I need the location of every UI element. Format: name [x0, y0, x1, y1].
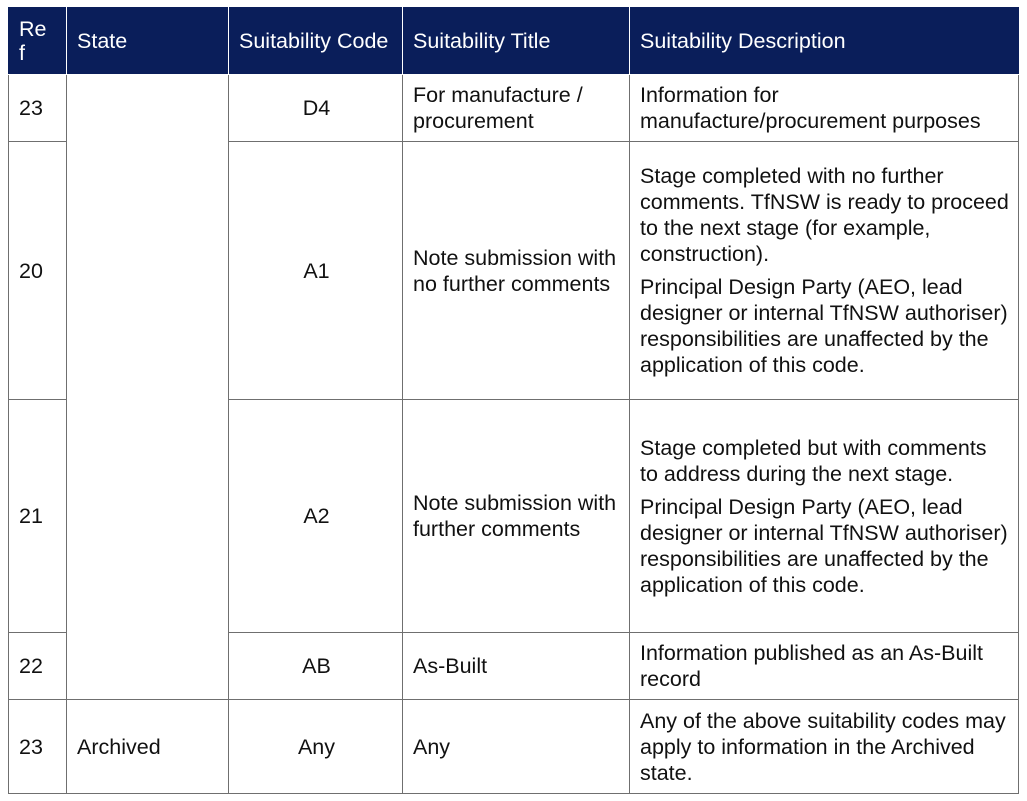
cell-ref: 23 — [9, 700, 67, 794]
description-paragraph: Stage completed with no further comments. TfNSW is ready to proceed to the next stage (for example, construction). — [640, 164, 1009, 266]
cell-title: Note submission with further comments — [403, 400, 630, 633]
cell-ref: 23 — [9, 75, 67, 142]
header-state: State — [67, 8, 229, 75]
cell-code: AB — [229, 633, 403, 700]
table-row — [9, 700, 1019, 794]
cell-title: Any — [403, 700, 630, 794]
cell-title: For manufacture / procurement — [403, 75, 630, 142]
cell-state: Archived — [67, 700, 229, 794]
description-paragraph: Any of the above suitability codes may apply to information in the Archived state. — [640, 708, 1006, 785]
suitability-table-wrapper — [8, 7, 1019, 794]
cell-description — [630, 400, 1019, 633]
cell-code: Any — [229, 700, 403, 794]
cell-state-merged — [67, 75, 229, 700]
header-suitability-description: Suitability Description — [630, 8, 1019, 75]
cell-description — [630, 633, 1019, 700]
cell-code: D4 — [229, 75, 403, 142]
cell-ref: 21 — [9, 400, 67, 633]
description-paragraph: Information published as an As-Built record — [640, 641, 984, 691]
description-paragraph: Information for manufacture/procurement purposes — [640, 83, 981, 133]
header-suitability-title: Suitability Title — [403, 8, 630, 75]
cell-ref: 22 — [9, 633, 67, 700]
cell-code: A2 — [229, 400, 403, 633]
cell-description — [630, 142, 1019, 400]
header-ref: Re f — [9, 8, 67, 75]
cell-title: As-Built — [403, 633, 630, 700]
table-header-row — [9, 8, 1019, 75]
cell-code: A1 — [229, 142, 403, 400]
cell-title: Note submission with no further comments — [403, 142, 630, 400]
suitability-codes-table — [8, 7, 1019, 794]
description-paragraph: Stage completed but with comments to address during the next stage. — [640, 435, 987, 486]
header-suitability-code: Suitability Code — [229, 8, 403, 75]
table-row — [9, 75, 1019, 142]
description-paragraph: Principal Design Party (AEO, lead designer or internal TfNSW authoriser) responsibilities are unaffected by the application of this code. — [640, 275, 1008, 377]
description-paragraph: Principal Design Party (AEO, lead designer or internal TfNSW authoriser) responsibilities are unaffected by the application of this code. — [640, 494, 1008, 597]
cell-ref: 20 — [9, 142, 67, 400]
cell-description — [630, 700, 1019, 794]
cell-description — [630, 75, 1019, 142]
